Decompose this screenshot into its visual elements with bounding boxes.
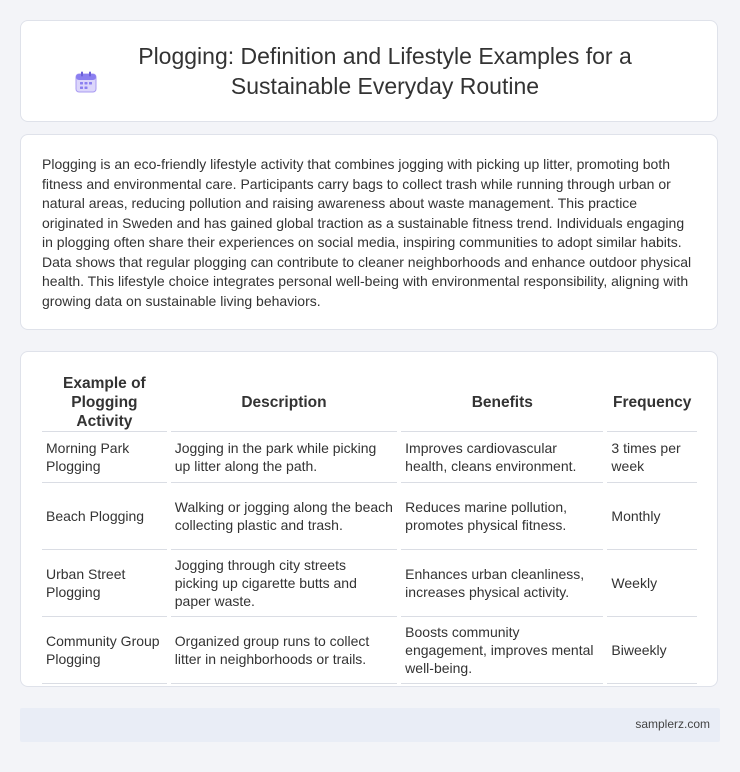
title-wrap	[73, 41, 665, 101]
cell-frequency: Monthly	[607, 483, 697, 550]
cell-example: Morning Park Plogging	[42, 432, 167, 483]
cell-description: Organized group runs to collect litter in neighborhoods or trails.	[171, 617, 397, 684]
cell-example: Community Group Plogging	[42, 617, 167, 684]
column-header-benefits: Benefits	[401, 374, 603, 432]
intro-paragraph: Plogging is an eco-friendly lifestyle activity that combines jogging with picking up litter, promoting both fitness and environmental care. Participants carry bags to collect trash while running through urban or natural areas, reducing pollution and raising awareness about waste management. This practice originated in Sweden and has gained global traction as a sustainable fitness trend. Individuals engaging in plogging often share their experiences on social media, inspiring communities to adopt similar habits. Data shows that regular plogging can contribute to cleaner neighborhoods and enhance outdoor physical health. This lifestyle choice integrates personal well-being with environmental responsibility, aligning with growing data on sustainable living behaviors.	[42, 156, 692, 309]
cell-benefits: Enhances urban cleanliness, increases physical activity.	[401, 550, 603, 617]
table-row	[42, 617, 697, 684]
column-header-example: Example of Plogging Activity	[42, 374, 167, 432]
page-title: Plogging: Definition and Lifestyle Examples for a Sustainable Everyday Routine	[138, 43, 632, 99]
cell-description: Walking or jogging along the beach collecting plastic and trash.	[171, 483, 397, 550]
intro-card	[20, 134, 718, 330]
cell-example: Urban Street Plogging	[42, 550, 167, 617]
cell-example: Beach Plogging	[42, 483, 167, 550]
cell-frequency: Weekly	[607, 550, 697, 617]
footer-site-link[interactable]: samplerz.com	[635, 717, 710, 731]
column-header-frequency: Frequency	[607, 374, 697, 432]
cell-description: Jogging through city streets picking up cigarette butts and paper waste.	[171, 550, 397, 617]
plogging-table	[38, 374, 701, 684]
table-row	[42, 483, 697, 550]
cell-description: Jogging in the park while picking up litter along the path.	[171, 432, 397, 483]
footer	[20, 708, 720, 742]
table-row	[42, 550, 697, 617]
cell-benefits: Improves cardiovascular health, cleans environment.	[401, 432, 603, 483]
table-row	[42, 432, 697, 483]
title-card	[20, 20, 718, 122]
cell-frequency: Biweekly	[607, 617, 697, 684]
cell-benefits: Boosts community engagement, improves mental well-being.	[401, 617, 603, 684]
calendar-icon	[73, 69, 99, 95]
table-card	[20, 351, 718, 687]
cell-frequency: 3 times per week	[607, 432, 697, 483]
cell-benefits: Reduces marine pollution, promotes physical fitness.	[401, 483, 603, 550]
column-header-description: Description	[171, 374, 397, 432]
table-header-row	[42, 374, 697, 432]
